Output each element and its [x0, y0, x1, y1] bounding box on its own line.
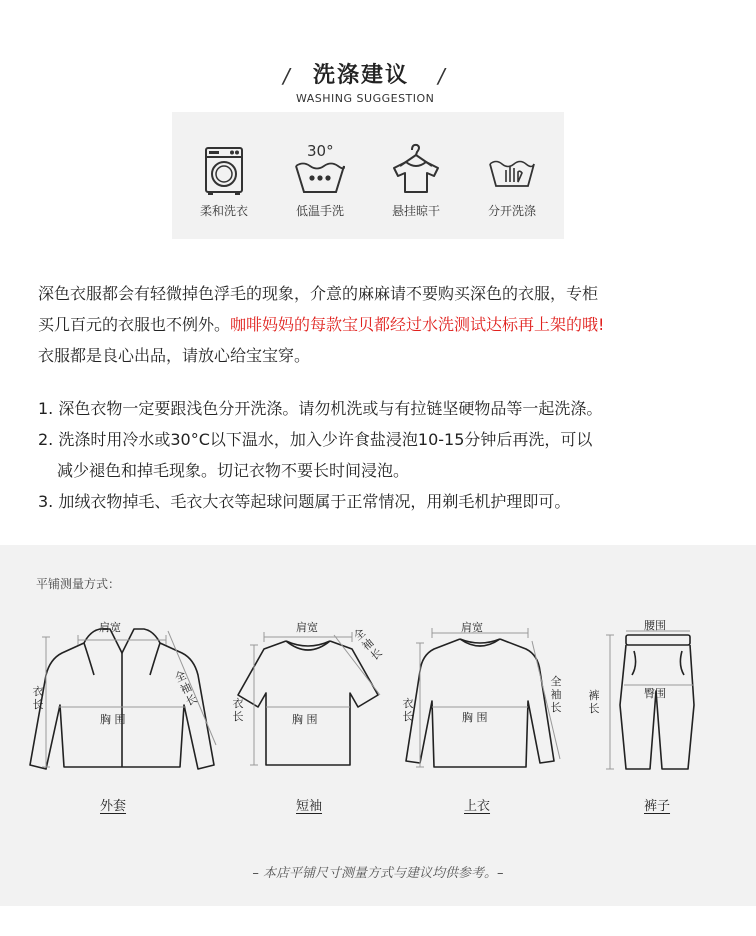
top-chest-label: 胸 围 — [462, 711, 488, 724]
pants-waist-label: 腰围 — [644, 619, 666, 632]
measurement-title: 平铺测量方式： — [36, 577, 121, 591]
tip-2-line-1: 2. 洗涤时用冷水或30°C以下温水，加入少许食盐浸泡10-15分钟后再洗，可以 — [38, 430, 593, 449]
pants-diagram — [584, 615, 734, 815]
icon-item-separate-wash — [464, 112, 560, 239]
intro-line-2-text: 买几百元的衣服也不例外。 — [38, 315, 231, 334]
separate-wash-icon — [482, 142, 542, 198]
jacket-diagram — [22, 615, 222, 815]
measurement-note: – 本店平铺尺寸测量方式与建议均供参考。– — [252, 866, 504, 881]
tshirt-diagram — [228, 615, 398, 815]
pants-hip-label: 臀围 — [644, 687, 666, 700]
low-temp-hand-wash-icon — [290, 142, 350, 198]
icon-label: 分开洗涤 — [487, 204, 536, 218]
washing-icons-strip — [172, 112, 564, 239]
page-title: 洗涤建议 — [313, 63, 410, 88]
tip-1: 1. 深色衣物一定要跟浅色分开洗涤。请勿机洗或与有拉链坚硬物品等一起洗涤。 — [38, 399, 603, 418]
jacket-shoulder-label: 肩宽 — [99, 621, 121, 634]
top-length-label: 衣长 — [402, 697, 414, 723]
hang-dry-icon — [386, 142, 446, 198]
icon-label: 低温手洗 — [295, 204, 344, 218]
tshirt-chest-label: 胸 围 — [292, 713, 318, 726]
icon-label: 柔和洗衣 — [199, 204, 248, 218]
jacket-length-label: 衣长 — [32, 685, 44, 711]
quality-claim-text: 咖啡妈妈的每款宝贝都经过水洗测试达标再上架的哦! — [230, 315, 605, 334]
tshirt-shoulder-label: 肩宽 — [296, 621, 318, 634]
washing-machine-icon — [194, 142, 254, 198]
intro-line-3: 衣服都是良心出品，请放心给宝宝穿。 — [38, 346, 311, 365]
icon-item-hang-dry — [368, 112, 464, 239]
tshirt-length-label: 衣长 — [232, 697, 244, 723]
tshirt-sleeve-label: 全袖长 — [351, 626, 385, 663]
top-shoulder-label: 肩宽 — [461, 621, 483, 634]
intro-line-1: 深色衣服都会有轻微掉色浮毛的现象，介意的麻麻请不要购买深色的衣服，专柜 — [38, 284, 599, 303]
icon-label: 悬挂晾干 — [391, 204, 440, 218]
heading-slash-right: / — [438, 64, 445, 88]
icon-item-gentle-wash — [176, 112, 272, 239]
pants-length-label: 裤长 — [588, 689, 600, 715]
temp-text: 30° — [307, 142, 334, 160]
icon-item-low-temp-wash — [272, 112, 368, 239]
jacket-sleeve-label: 全袖长 — [172, 668, 200, 709]
page-subtitle: WASHING SUGGESTION — [296, 92, 435, 105]
jacket-chest-label: 胸 围 — [100, 713, 126, 726]
tshirt-name: 短袖 — [296, 799, 323, 814]
top-diagram — [398, 615, 584, 815]
tip-2-line-2: 减少褪色和掉毛现象。切记衣物不要长时间浸泡。 — [57, 461, 410, 480]
top-name: 上衣 — [464, 799, 491, 814]
top-sleeve-label: 全袖长 — [550, 675, 562, 714]
tip-3: 3. 加绒衣物掉毛、毛衣大衣等起球问题属于正常情况，用剃毛机护理即可。 — [38, 492, 571, 511]
pants-name: 裤子 — [644, 799, 671, 814]
heading-slash-left: / — [283, 64, 290, 88]
intro-line-2 — [38, 312, 604, 335]
jacket-name: 外套 — [100, 799, 127, 814]
